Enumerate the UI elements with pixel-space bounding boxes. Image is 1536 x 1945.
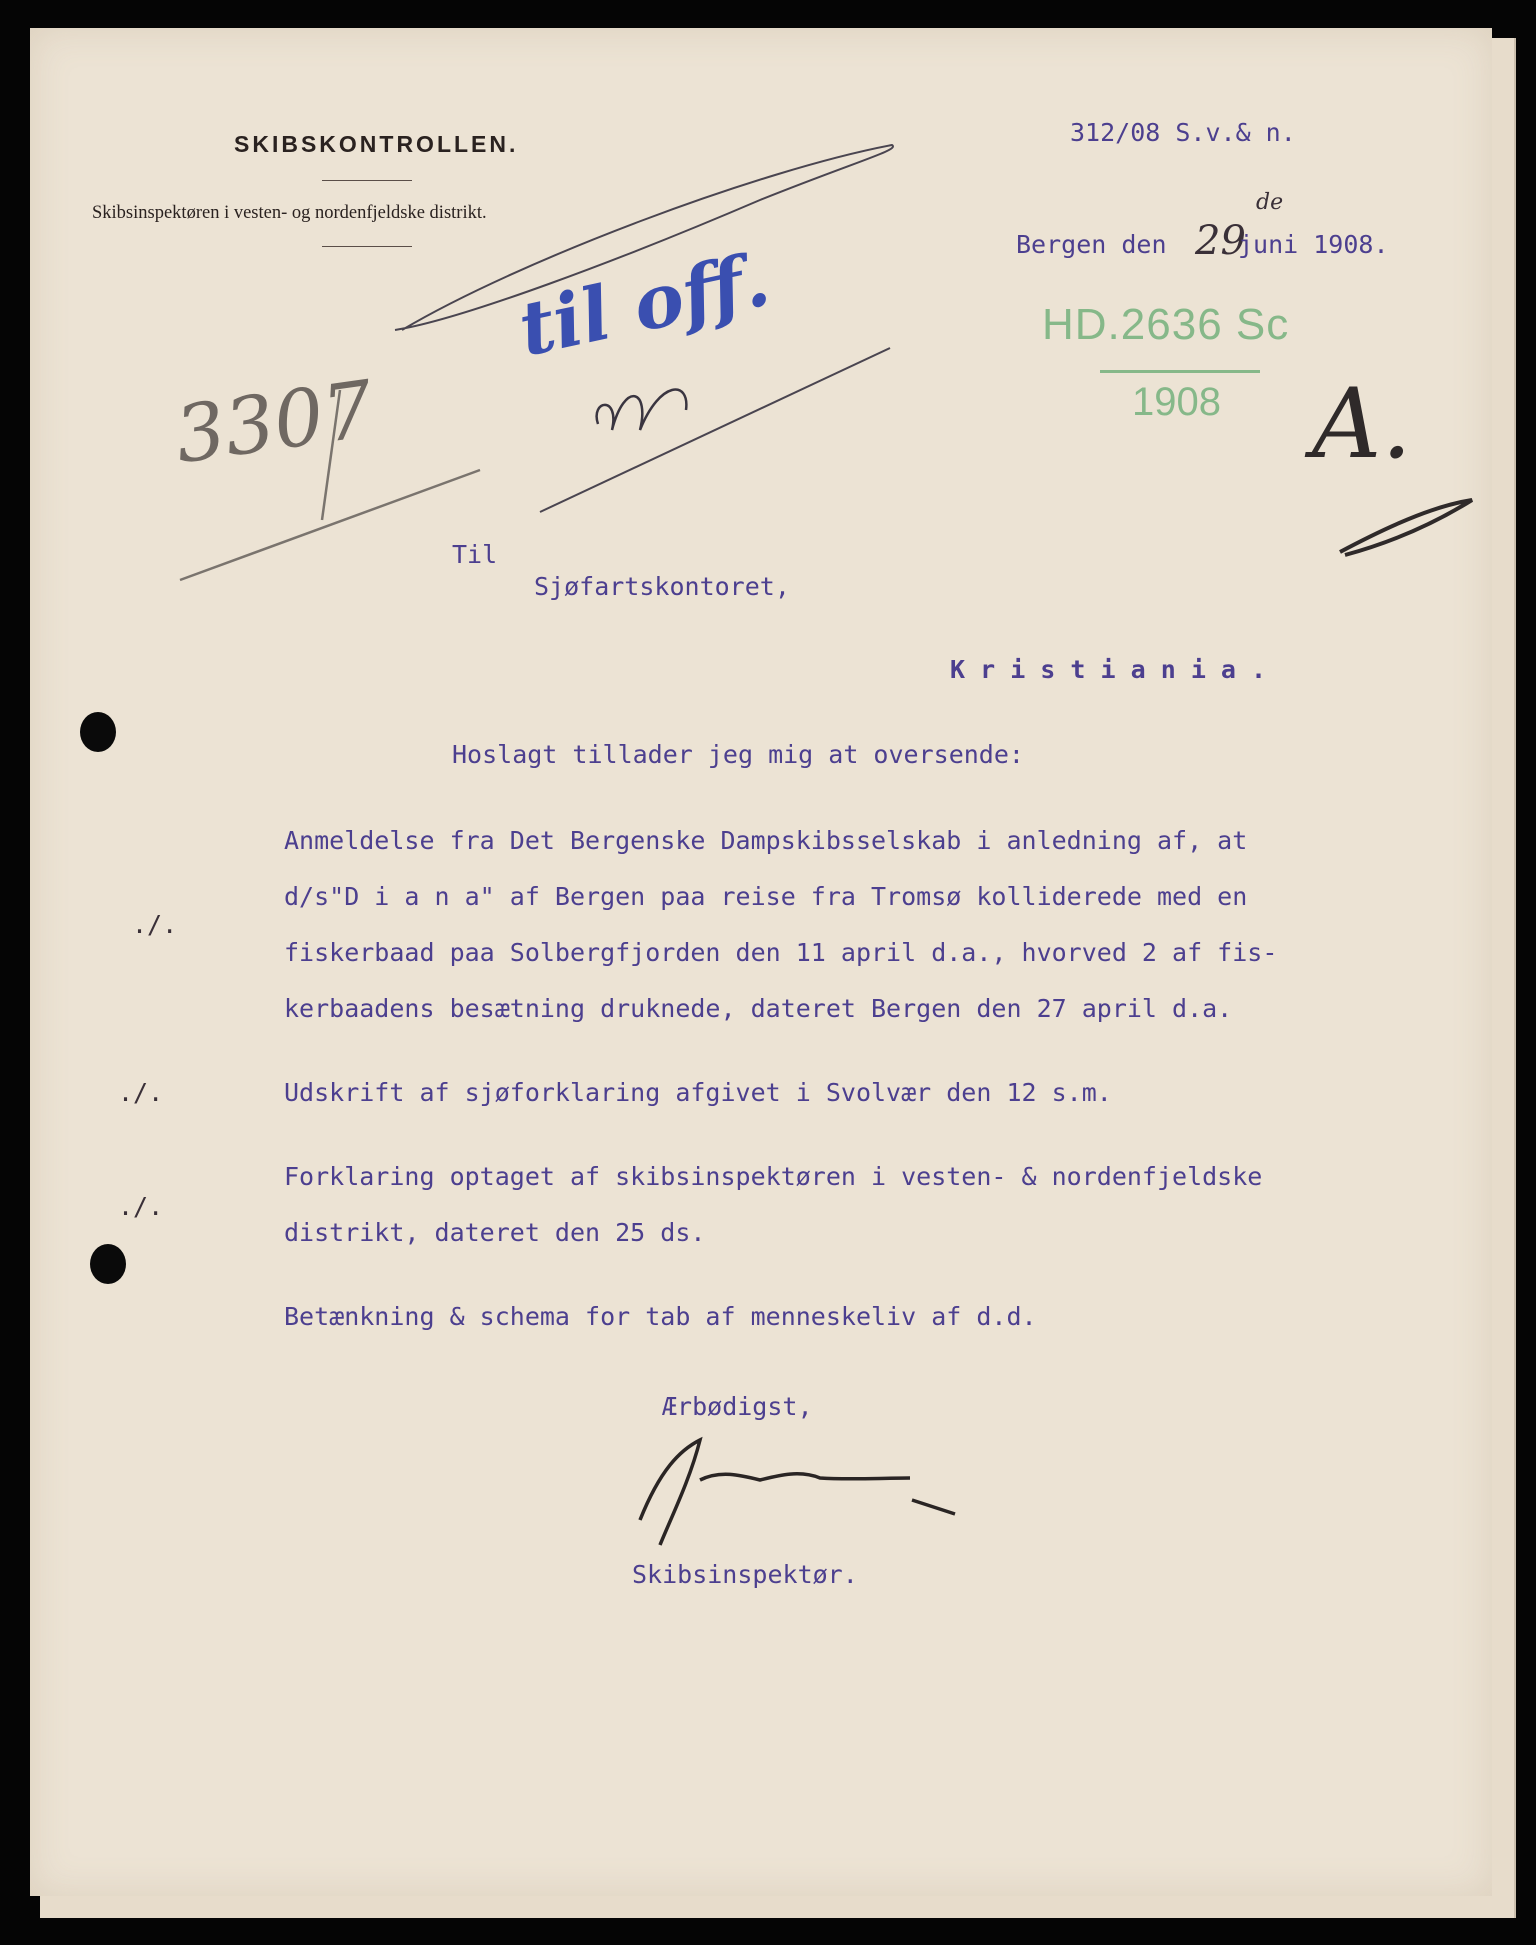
recipient-city: K r i s t i a n i a . xyxy=(950,655,1267,684)
date-suffix: juni 1908. xyxy=(1238,230,1389,259)
closing-salutation: Ærbødigst, xyxy=(662,1392,813,1421)
letterhead-subtitle: Skibsinspektøren i vesten- og nordenfjeldske distrikt. xyxy=(92,203,487,223)
date-prefix: Bergen den xyxy=(1016,230,1167,259)
received-stamp-rule xyxy=(1100,370,1260,373)
body-intro: Hoslagt tillader jeg mig at oversende: xyxy=(452,740,1024,769)
item4: Betænkning & schema for tab af menneskeliv af d.d. xyxy=(284,1302,1037,1331)
handwritten-initials: A. xyxy=(1312,368,1412,480)
recipient-office: Sjøfartskontoret, xyxy=(534,572,790,601)
item1-line1: Anmeldelse fra Det Bergenske Dampskibsselskab i anledning af, at xyxy=(284,826,1248,855)
date-handwritten-suffix: de xyxy=(1256,190,1284,215)
letterhead-rule-bottom xyxy=(322,246,412,247)
received-stamp-line1: HD.2636 Sc xyxy=(1042,300,1290,349)
item3-line1: Forklaring optaget af skibsinspektøren i vesten- & nordenfjeldske xyxy=(284,1162,1263,1191)
received-stamp-line2: 1908 xyxy=(1132,380,1221,424)
enclosure-mark-3: ./. xyxy=(118,1192,164,1221)
recipient-to-label: Til xyxy=(452,540,498,569)
punch-hole-top xyxy=(80,712,116,752)
item1-line4: kerbaadens besætning druknede, dateret Bergen den 27 april d.a. xyxy=(284,994,1233,1023)
pencil-archive-number: 3307 xyxy=(169,364,379,482)
item2: Udskrift af sjøforklaring afgivet i Svolvær den 12 s.m. xyxy=(284,1078,1112,1107)
blue-crayon-note: til off. xyxy=(511,236,777,374)
reference-number: 312/08 S.v.& n. xyxy=(1070,118,1296,147)
letterhead-rule-top xyxy=(322,180,412,181)
punch-hole-bottom xyxy=(90,1244,126,1284)
signature-title: Skibsinspektør. xyxy=(632,1560,858,1589)
letterhead-title: SKIBSKONTROLLEN. xyxy=(234,131,519,157)
enclosure-mark-1: ./. xyxy=(132,910,178,939)
enclosure-mark-2: ./. xyxy=(118,1078,164,1107)
item1-line2: d/s"D i a n a" af Bergen paa reise fra Tromsø kolliderede med en xyxy=(284,882,1248,911)
date-handwritten-day: 29 xyxy=(1195,218,1246,264)
item1-line3: fiskerbaad paa Solbergfjorden den 11 april d.a., hvorved 2 af fis- xyxy=(284,938,1278,967)
item3-line2: distrikt, dateret den 25 ds. xyxy=(284,1218,706,1247)
